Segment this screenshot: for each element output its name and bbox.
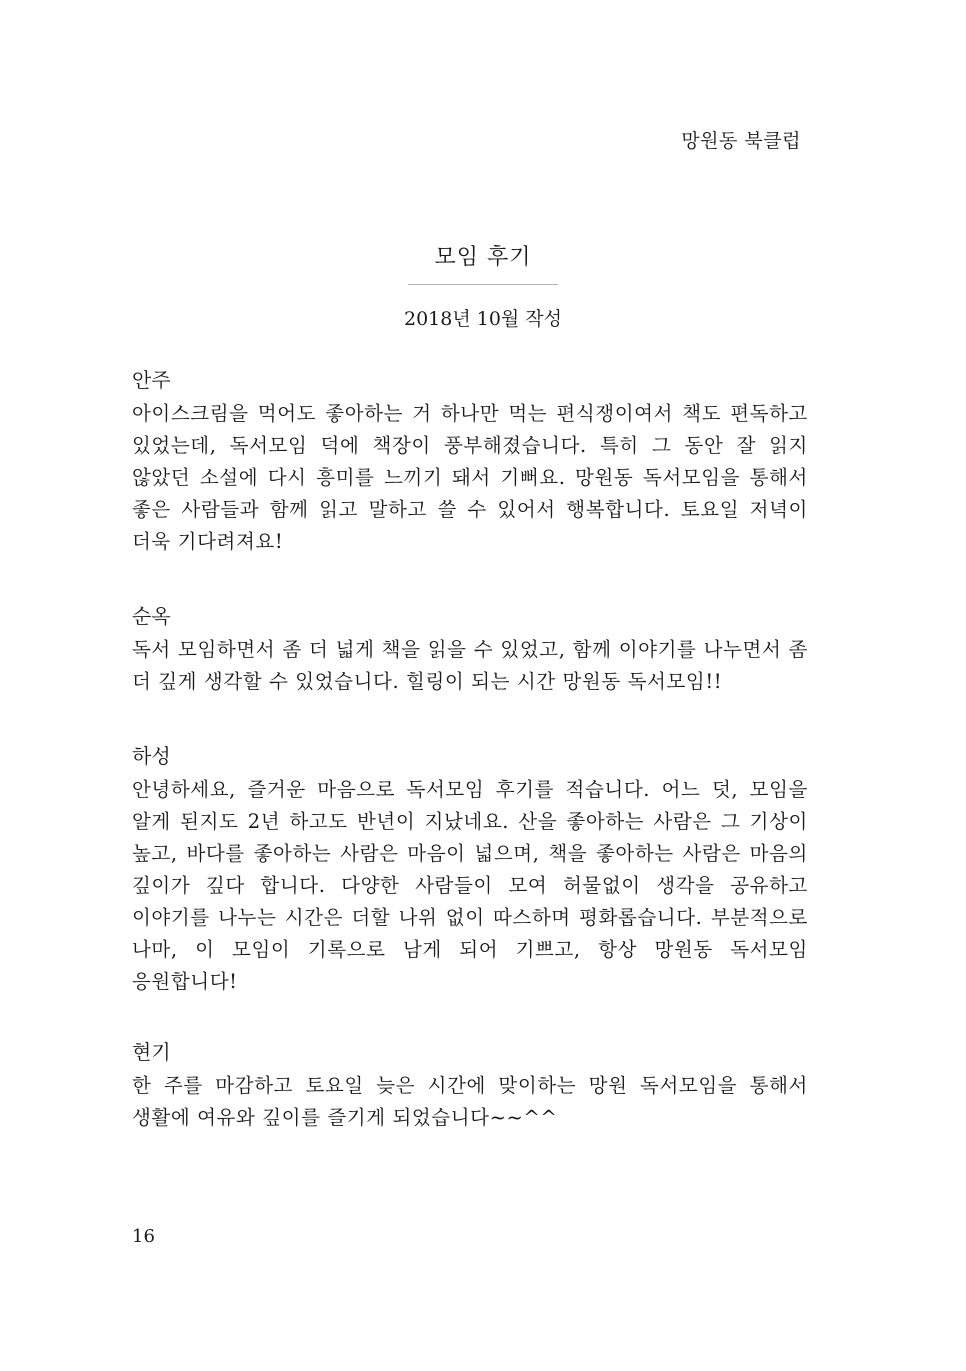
title-underline <box>408 284 558 285</box>
review-section <box>132 598 808 698</box>
running-header: 망원동 북클럽 <box>681 130 801 152</box>
review-list <box>132 362 808 1174</box>
review-section <box>132 738 808 998</box>
reviewer-name: 현기 <box>132 1040 171 1064</box>
review-text: 아이스크림을 먹어도 좋아하는 거 하나만 먹는 편식쟁이여서 책도 편독하고 있었는데, 독서모임 덕에 책장이 풍부해졌습니다. 특히 그 동안 잘 읽지 않았던 소설에 다시 흥미를 느끼기 돼서 기뻐요. 망원동 독서모임을 통해서 좋은 사람들과 함께 읽고 말하고 쓸 수 있어서 행복합니다. 토요일 저녁이 더욱 기다려져요! <box>132 402 808 553</box>
review-text: 독서 모임하면서 좀 더 넓게 책을 읽을 수 있었고, 함께 이야기를 나누면서 좀 더 깊게 생각할 수 있었습니다. 힐링이 되는 시간 망원동 독서모임!! <box>132 638 808 693</box>
review-section <box>132 362 808 558</box>
review-text: 한 주를 마감하고 토요일 늦은 시간에 맞이하는 망원 독서모임을 통해서 생활에 여유와 깊이를 즐기게 되었습니다~~^^ <box>132 1074 808 1129</box>
reviewer-name: 하성 <box>132 744 171 768</box>
page-title: 모임 후기 <box>434 245 532 270</box>
review-text: 안녕하세요, 즐거운 마음으로 독서모임 후기를 적습니다. 어느 덧, 모임을 알게 된지도 2년 하고도 반년이 지났네요. 산을 좋아하는 사람은 그 기상이 높고, 바다를 좋아하는 사람은 마음이 넓으며, 책을 좋아하는 사람은 마음의 깊이가 깊다 합니다. 다양한 사람들이 모여 허물없이 생각을 공유하고 이야기를 나누는 시간은 더할 나위 없이 따스하며 평화롭습니다. 부분적으로 나마, 이 모임이 기록으로 남게 되어 기쁘고, 항상 망원동 독서모임 응원합니다! <box>132 778 808 993</box>
reviewer-name: 안주 <box>132 368 171 392</box>
title-block <box>0 240 966 335</box>
review-section <box>132 1034 808 1134</box>
reviewer-name: 순옥 <box>132 604 171 628</box>
written-date: 2018년 10월 작성 <box>403 308 563 330</box>
page-number: 16 <box>132 1226 155 1247</box>
